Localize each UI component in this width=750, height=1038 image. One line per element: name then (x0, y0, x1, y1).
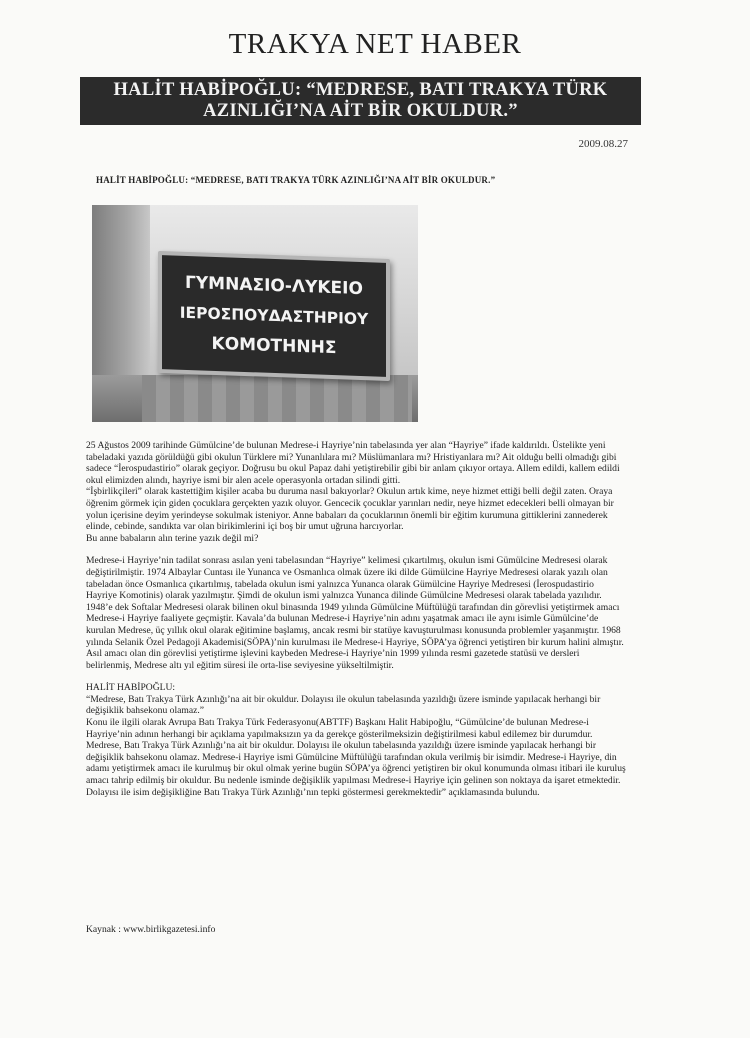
headline-line-1: HALİT HABİPOĞLU: “MEDRESE, BATI TRAKYA TÜRK (113, 80, 608, 100)
sign-line: ΓΥΜΝΑΣΙΟ-ΛΥΚΕΙΟ (185, 272, 363, 300)
paragraph: “İşbirlikçileri” olarak kastettiğim kişiler acaba bu duruma nasıl bakıyorlar? Okulun artık kime, neye hizmet ettiği belli değil zaten. Oraya öğrenim görmek için giden çocuklara gerçekten yazık oluyor. Gencecik çocuklar yarınları nedir, neye hizmet edecekleri belli olmayan bir yolun içerisine deyim yerindeyse sokulmak isteniyor. Anne babaları da çocuklarının önemli bir eğitim kurumuna gittiklerini zannederek elinde, cebinde, sandıkta var olan birikimlerini içi boş bir umut uğruna harcıyorlar. (86, 486, 614, 533)
headline-banner (80, 77, 641, 125)
school-sign (158, 251, 390, 381)
photo-panel (142, 375, 412, 422)
paragraph: 1948’e dek Softalar Medresesi olarak bilinen okul binasında 1949 yılında Gümülcine Müftülüğü tarafından din görevlisi yetiştirmek amacı Medrese-i Hayriye faaliyete geçmiştir. Kavala’da bulunan Medrese-i Hayriye’nin adını yaşatmak amacı ile aynı isimle Gümülcine’de kurulan Medrese, üç yıllık okul olarak eğitimine başlamış, ancak resmi bir statüye kavuşturulması konusunda problemler yaşanmıştır. 1968 yılında Selanik Özel Pedagoji Akademisi(SÖPA)’nin kurulması ile Medrese-i Hayriye, SÖPA’ya öğrenci yetiştiren bir kurum halini almıştır. Asıl amacı olan din görevlisi yetiştirme işlevini kaybeden Medrese-i Hayriye’nin 1999 yılında resmi gazetede statüsü ve dersleri belirlenmiş, Medrese altı yıl eğitim süresi ile orta-lise seviyesine yükseltilmiştir. (86, 601, 624, 671)
subheadline: HALİT HABİPOĞLU: “MEDRESE, BATI TRAKYA TÜRK AZINLIĞI’NA AİT BİR OKULDUR.” (96, 175, 496, 185)
sign-line: ΙΕΡΟΣΠΟΥΔΑΣΤΗΡΙΟΥ (179, 303, 369, 329)
paragraph: Bu anne babaların alın terine yazık değil mi? (86, 532, 259, 544)
sign-line: ΚΟΜΟΤΗΝΗΣ (211, 333, 337, 359)
publish-date: 2009.08.27 (578, 138, 628, 150)
paragraph: Konu ile ilgili olarak Avrupa Batı Trakya Türk Federasyonu(ABTTF) Başkanı Halit Habipoğlu, “Gümülcine’de bulunan Medrese-i Hayriye’nin adının herhangi bir açıklama yapılmaksızın ya da gerekçe gösterilmeksizin değiştirilmesi kabul edilemez bir durumdur. Medrese, Batı Trakya Türk Azınlığı’na ait bir okuldur. Dolayısı ile okulun tabelasında yazıldığı üzere isminde yapılacak herhangi bir değişiklik bahsekonu olamaz. Medrese-i Hayriye ismi Gümülcine Müftülüğü tarafından okula verilmiş bir isimdir. Medrese-i Hayriye, din adamı yetiştirmek amacı ile kurulmuş bir okul olmak yerine bugün SÖPA’ya öğrenci yetiştiren bir okul konumunda olması itibari ile kuruluş amacı tahrip edilmiş bir okuldur. Bu nedenle isminde değişiklik yapılması Medrese-i Hayriye için gelinen son noktaya da işaret etmektedir. Dolayısı ile isim değişikliğine Batı Trakya Türk Azınlığı’nın tepki göstermesi gerekmektedir” açıklamasında bulundu. (86, 717, 626, 798)
paragraph-gap (86, 671, 626, 682)
quote: “Medrese, Batı Trakya Türk Azınlığı’na ait bir okuldur. Dolayısı ile okulun tabelasında yazıldığı üzere isminde yapılacak herhangi bir değişiklik bahsekonu olamaz.” (86, 693, 601, 717)
headline-line-2: AZINLIĞI’NA AİT BİR OKULDUR.” (203, 101, 518, 121)
source-credit: Kaynak : www.birlikgazetesi.info (86, 924, 216, 935)
article-photo (92, 205, 418, 422)
paragraph: Medrese-i Hayriye’nin tadilat sonrası asılan yeni tabelasından “Hayriye” kelimesi çıkartılmış, okulun ismi Gümülcine Medresesi olarak değiştirilmiştir. 1974 Albaylar Cuntası ile Yunanca ve Osmanlıca olmak üzere iki dilde Gümülcine Hayriye Medresesi olarak yazılı olan tabeladan önce Osmanlıca çıkartılmış, tabelada okulun ismi yalnızca Yunanca olarak Gümülcine Hayriye Medresesi (İerospudastirio Hayriye Komotinis) olarak yazılmıştır. Şimdi de okulun ismi yalnızca Yunanca dilinde Gümülcine Medresesi olarak tabelada yazılıdır. (86, 555, 608, 602)
paragraph-gap (86, 544, 626, 555)
quote-attribution: HALİT HABİPOĞLU: (86, 682, 176, 694)
paragraph: 25 Ağustos 2009 tarihinde Gümülcine’de bulunan Medrese-i Hayriye’nin tabelasında yer alan “Hayriye” ifade kaldırıldı. Üstelikte yeni tabeladaki yazıda görüldüğü gibi okulun Türklere mi? Yunanlılara mı? Müslümanlara mı? Hristiyanlara mı? Ait olduğu belli olmadığı gibi sadece “İerospudastirio” olarak geçiyor. Doğrusu bu okul Papaz dahi yetiştirebilir gibi bir anlam çıkıyor ortaya. Allem edildi, kallem edildi okul elimizden alındı, hayriye ismi bir alen acele operasyonla ortadan silindi gitti. (86, 440, 620, 486)
masthead: TRAKYA NET HABER (228, 28, 522, 60)
article-body (86, 440, 626, 798)
